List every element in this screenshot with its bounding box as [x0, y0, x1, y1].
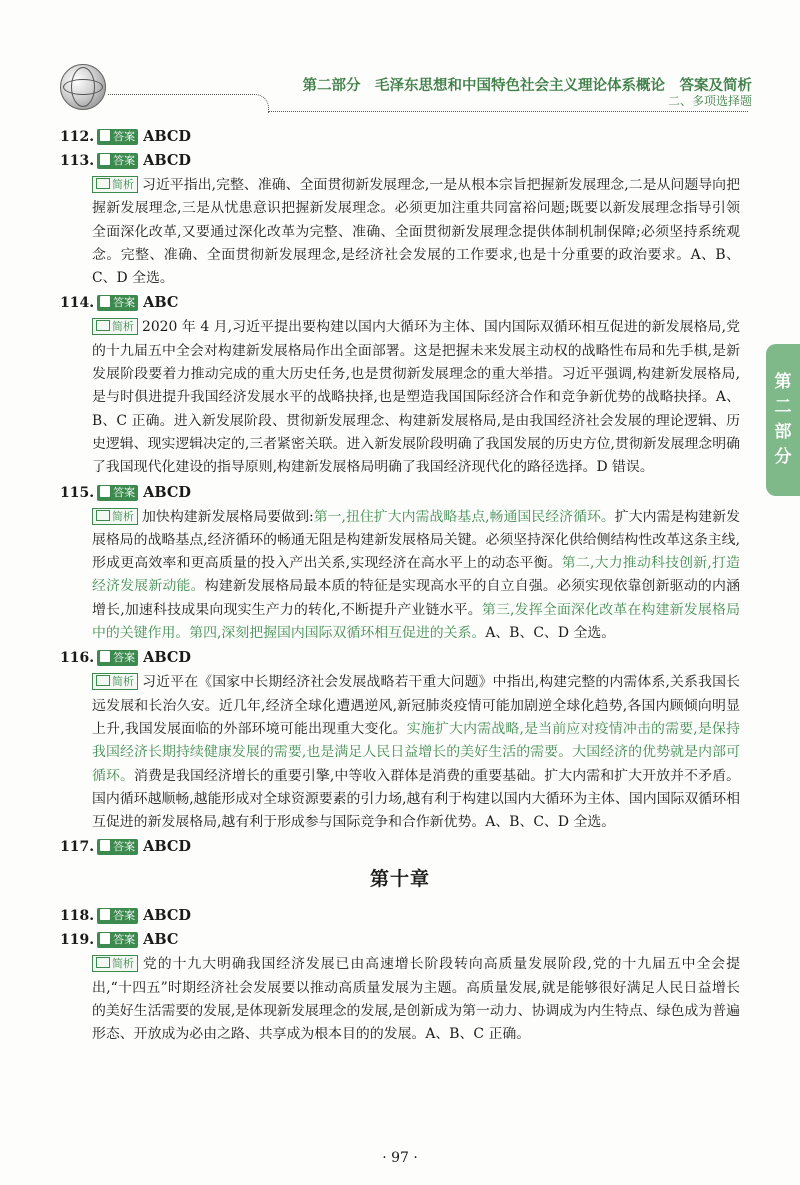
answer-list-section-10	[60, 905, 740, 1046]
answer-badge	[97, 295, 138, 311]
analysis-badge-label: 简析	[112, 178, 134, 191]
analysis-paragraph	[92, 316, 740, 479]
pencil-icon	[100, 296, 110, 307]
answer-badge	[97, 485, 138, 501]
question-answer-row	[60, 482, 740, 503]
question-number: 112.	[60, 129, 95, 145]
book-icon	[96, 957, 110, 968]
highlight-text: 第二,大力推动科技创新,打造经济发展新动能。	[92, 555, 740, 595]
analysis-badge	[92, 673, 138, 690]
answer-list-section-9	[60, 126, 740, 857]
analysis-badge-label: 简析	[112, 509, 134, 523]
pencil-icon	[100, 651, 110, 662]
pencil-icon	[100, 486, 110, 497]
header-dotted-rule	[268, 111, 748, 112]
pencil-icon	[100, 933, 110, 944]
side-tab-char: 二	[774, 397, 792, 417]
answer-content	[60, 124, 740, 1049]
question-number: 115.	[60, 484, 95, 501]
question-number: 119.	[60, 932, 95, 949]
answer-badge-label: 答案	[113, 154, 136, 167]
analysis-badge-label: 简析	[112, 675, 134, 689]
answer-badge-label: 答案	[113, 296, 136, 310]
analysis-paragraph	[92, 506, 740, 646]
chapter-heading: 第十章	[369, 868, 430, 891]
analysis-badge	[92, 508, 138, 525]
answer-badge-label: 答案	[113, 651, 136, 665]
analysis-paragraph	[92, 174, 740, 290]
answer-badge-label: 答案	[113, 840, 136, 854]
question-number: 118.	[60, 908, 95, 925]
book-icon	[96, 320, 110, 331]
question-answer-row	[60, 150, 740, 171]
side-tab-char: 第	[774, 372, 792, 392]
answer-letters: ABCD	[143, 483, 191, 501]
answer-letters: ABCD	[143, 128, 191, 145]
highlight-text: 实施扩大内需战略,是当前应对疫情冲击的需要,是保持我国经济长期持续健康发展的需要,也是满足人民日益增长的美好生活的需要。大国经济的优势就是内部可循环。	[92, 720, 740, 784]
header-dotted-line	[108, 94, 269, 113]
question-number: 117.	[60, 839, 95, 856]
analysis-text: 加快构建新发展格局要做到:	[142, 508, 314, 525]
question-number: 114.	[60, 295, 95, 312]
answer-letters: ABC	[143, 294, 179, 312]
highlight-text: 第一,扭住扩大内需战略基点,畅通国民经济循环。	[313, 508, 615, 525]
answer-badge	[97, 650, 138, 666]
answer-letters: ABCD	[143, 649, 191, 667]
pencil-icon	[100, 130, 110, 141]
analysis-badge	[92, 176, 138, 193]
answer-badge-label: 答案	[113, 933, 136, 947]
pencil-icon	[100, 840, 110, 851]
question-answer-row	[60, 126, 740, 147]
analysis-text: 习近平指出,完整、准确、全面贯彻新发展理念,一是从根本宗旨把握新发展理念,二是从问题导向把握新发展理念,三是从忧患意识把握新发展理念。必须更加注重共同富裕问题;既要以新发展理念指导引领全面深化改革,又要通过深化改革为完整、准确、全面贯彻新发展理念提供体制机制保障;必须坚持系统观念。完整、准确、全面贯彻新发展理念,是经济社会发展的工作要求,也是十分重要的政治要求。A、B、C、D 全选。	[92, 177, 740, 287]
highlight-text: 第三,发挥全面深化改革在构建新发展格局中的关键作用。第四,深刻把握国内国际双循环相互促进的关系。	[92, 601, 740, 642]
answer-badge	[97, 839, 138, 855]
answer-badge-label: 答案	[113, 485, 136, 499]
answer-badge	[97, 129, 138, 145]
question-answer-row	[60, 929, 740, 950]
analysis-text: 习近平在《国家中长期经济社会发展战略若干重大问题》中指出,构建完整的内需体系,关系我国长远发展和长治久安。近几年,经济全球化遭遇逆风,新冠肺炎疫情可能加剧逆全球化趋势,各国内顾倾向明显上升,我国发展面临的外部环境可能出现重大变化。	[92, 674, 740, 737]
answer-letters: ABCD	[143, 907, 191, 925]
analysis-paragraph	[92, 953, 740, 1046]
analysis-badge	[92, 955, 138, 972]
running-header-title: 第二部分 毛泽东思想和中国特色社会主义理论体系概论 答案及简析	[302, 78, 752, 94]
answer-letters: ABCD	[143, 152, 191, 169]
answer-badge-label: 答案	[113, 909, 136, 923]
book-icon	[96, 178, 110, 189]
analysis-badge-label: 简析	[112, 320, 134, 334]
question-answer-row	[60, 836, 740, 857]
pencil-icon	[100, 909, 110, 920]
answer-badge	[97, 908, 138, 924]
book-icon	[96, 510, 110, 521]
pencil-icon	[100, 154, 110, 165]
question-answer-row	[60, 647, 740, 668]
analysis-text: 2020 年 4 月,习近平提出要构建以国内大循环为主体、国内国际双循环相互促进的新发展格局,党的十九届五中全会对构建新发展格局作出全面部署。这是把握未来发展主动权的战略性布局和先手棋,是新发展阶段要着力推动完成的重大历史任务,也是贯彻新发展理念的重大举措。习近平强调,构建新发展格局,是与时俱进提升我国经济发展水平的战略抉择,也是塑造我国国际经济合作和竞争新优势的战略抉择。A、B、C 正确。进入新发展阶段、贯彻新发展理念、构建新发展格局,是由我国经济社会发展的理论逻辑、历史逻辑、现实逻辑决定的,三者紧密关联。进入新发展阶段明确了我国发展的历史方位,贯彻新发展理念明确了我国现代化建设的指导原则,构建新发展格局明确了我国经济现代化的路径选择。D 错误。	[92, 319, 740, 476]
question-number: 116.	[60, 650, 95, 667]
analysis-text: A、B、C、D 全选。	[485, 625, 616, 642]
running-header-subtitle: 二、多项选择题	[667, 94, 752, 108]
question-answer-row	[60, 905, 740, 926]
answer-badge	[97, 932, 138, 948]
answer-letters: ABCD	[143, 838, 191, 856]
analysis-text: 消费是我国经济增长的重要引擎,中等收入群体是消费的重要基础。扩大内需和扩大开放并不矛盾。国内循环越顺畅,越能形成对全球资源要素的引力场,越有利于构建以国内大循环为主体、国内国际双循环相互促进的新发展格局,越有利于形成参与国际竞争和合作新优势。A、B、C、D 全选。	[92, 767, 740, 831]
globe-logo-icon	[60, 64, 106, 110]
side-tab-char: 分	[774, 447, 792, 467]
analysis-text: 扩大内需是构建新发展格局的战略基点,经济循环的畅通无阻是构建新发展格局关键。必须坚持深化供给侧结构性改革这条主线,形成更高效率和更高质量的投入产出关系,实现经济在高水平上的动态平衡。	[92, 508, 740, 572]
side-tab-char: 部	[774, 422, 792, 442]
page-number: · 97 ·	[382, 1150, 418, 1166]
answer-letters: ABC	[143, 931, 179, 949]
analysis-badge	[92, 318, 138, 335]
analysis-badge-label: 简析	[112, 957, 134, 971]
answer-badge-label: 答案	[113, 130, 136, 143]
analysis-text: 构建新发展格局最本质的特征是实现高水平的自立自强。必须实现依靠创新驱动的内涵增长,加速科技成果向现实生产力的转化,不断提升产业链水平。	[92, 578, 740, 618]
analysis-text: 党的十九大明确我国经济发展已由高速增长阶段转向高质量发展阶段,党的十九届五中全会提出,“十四五”时期经济社会发展要以推动高质量发展为主题。高质量发展,就是能够很好满足人民日益增长的美好生活需要的发展,是体现新发展理念的发展,是创新成为第一动力、协调成为内生特点、绿色成为普遍形态、开放成为必由之路、共享成为根本目的的发展。A、B、C 正确。	[92, 956, 740, 1043]
question-number: 113.	[60, 153, 95, 169]
analysis-paragraph	[92, 671, 740, 834]
answer-badge	[97, 153, 138, 169]
part-side-tab	[766, 344, 800, 496]
question-answer-row	[60, 292, 740, 313]
book-icon	[96, 675, 110, 686]
